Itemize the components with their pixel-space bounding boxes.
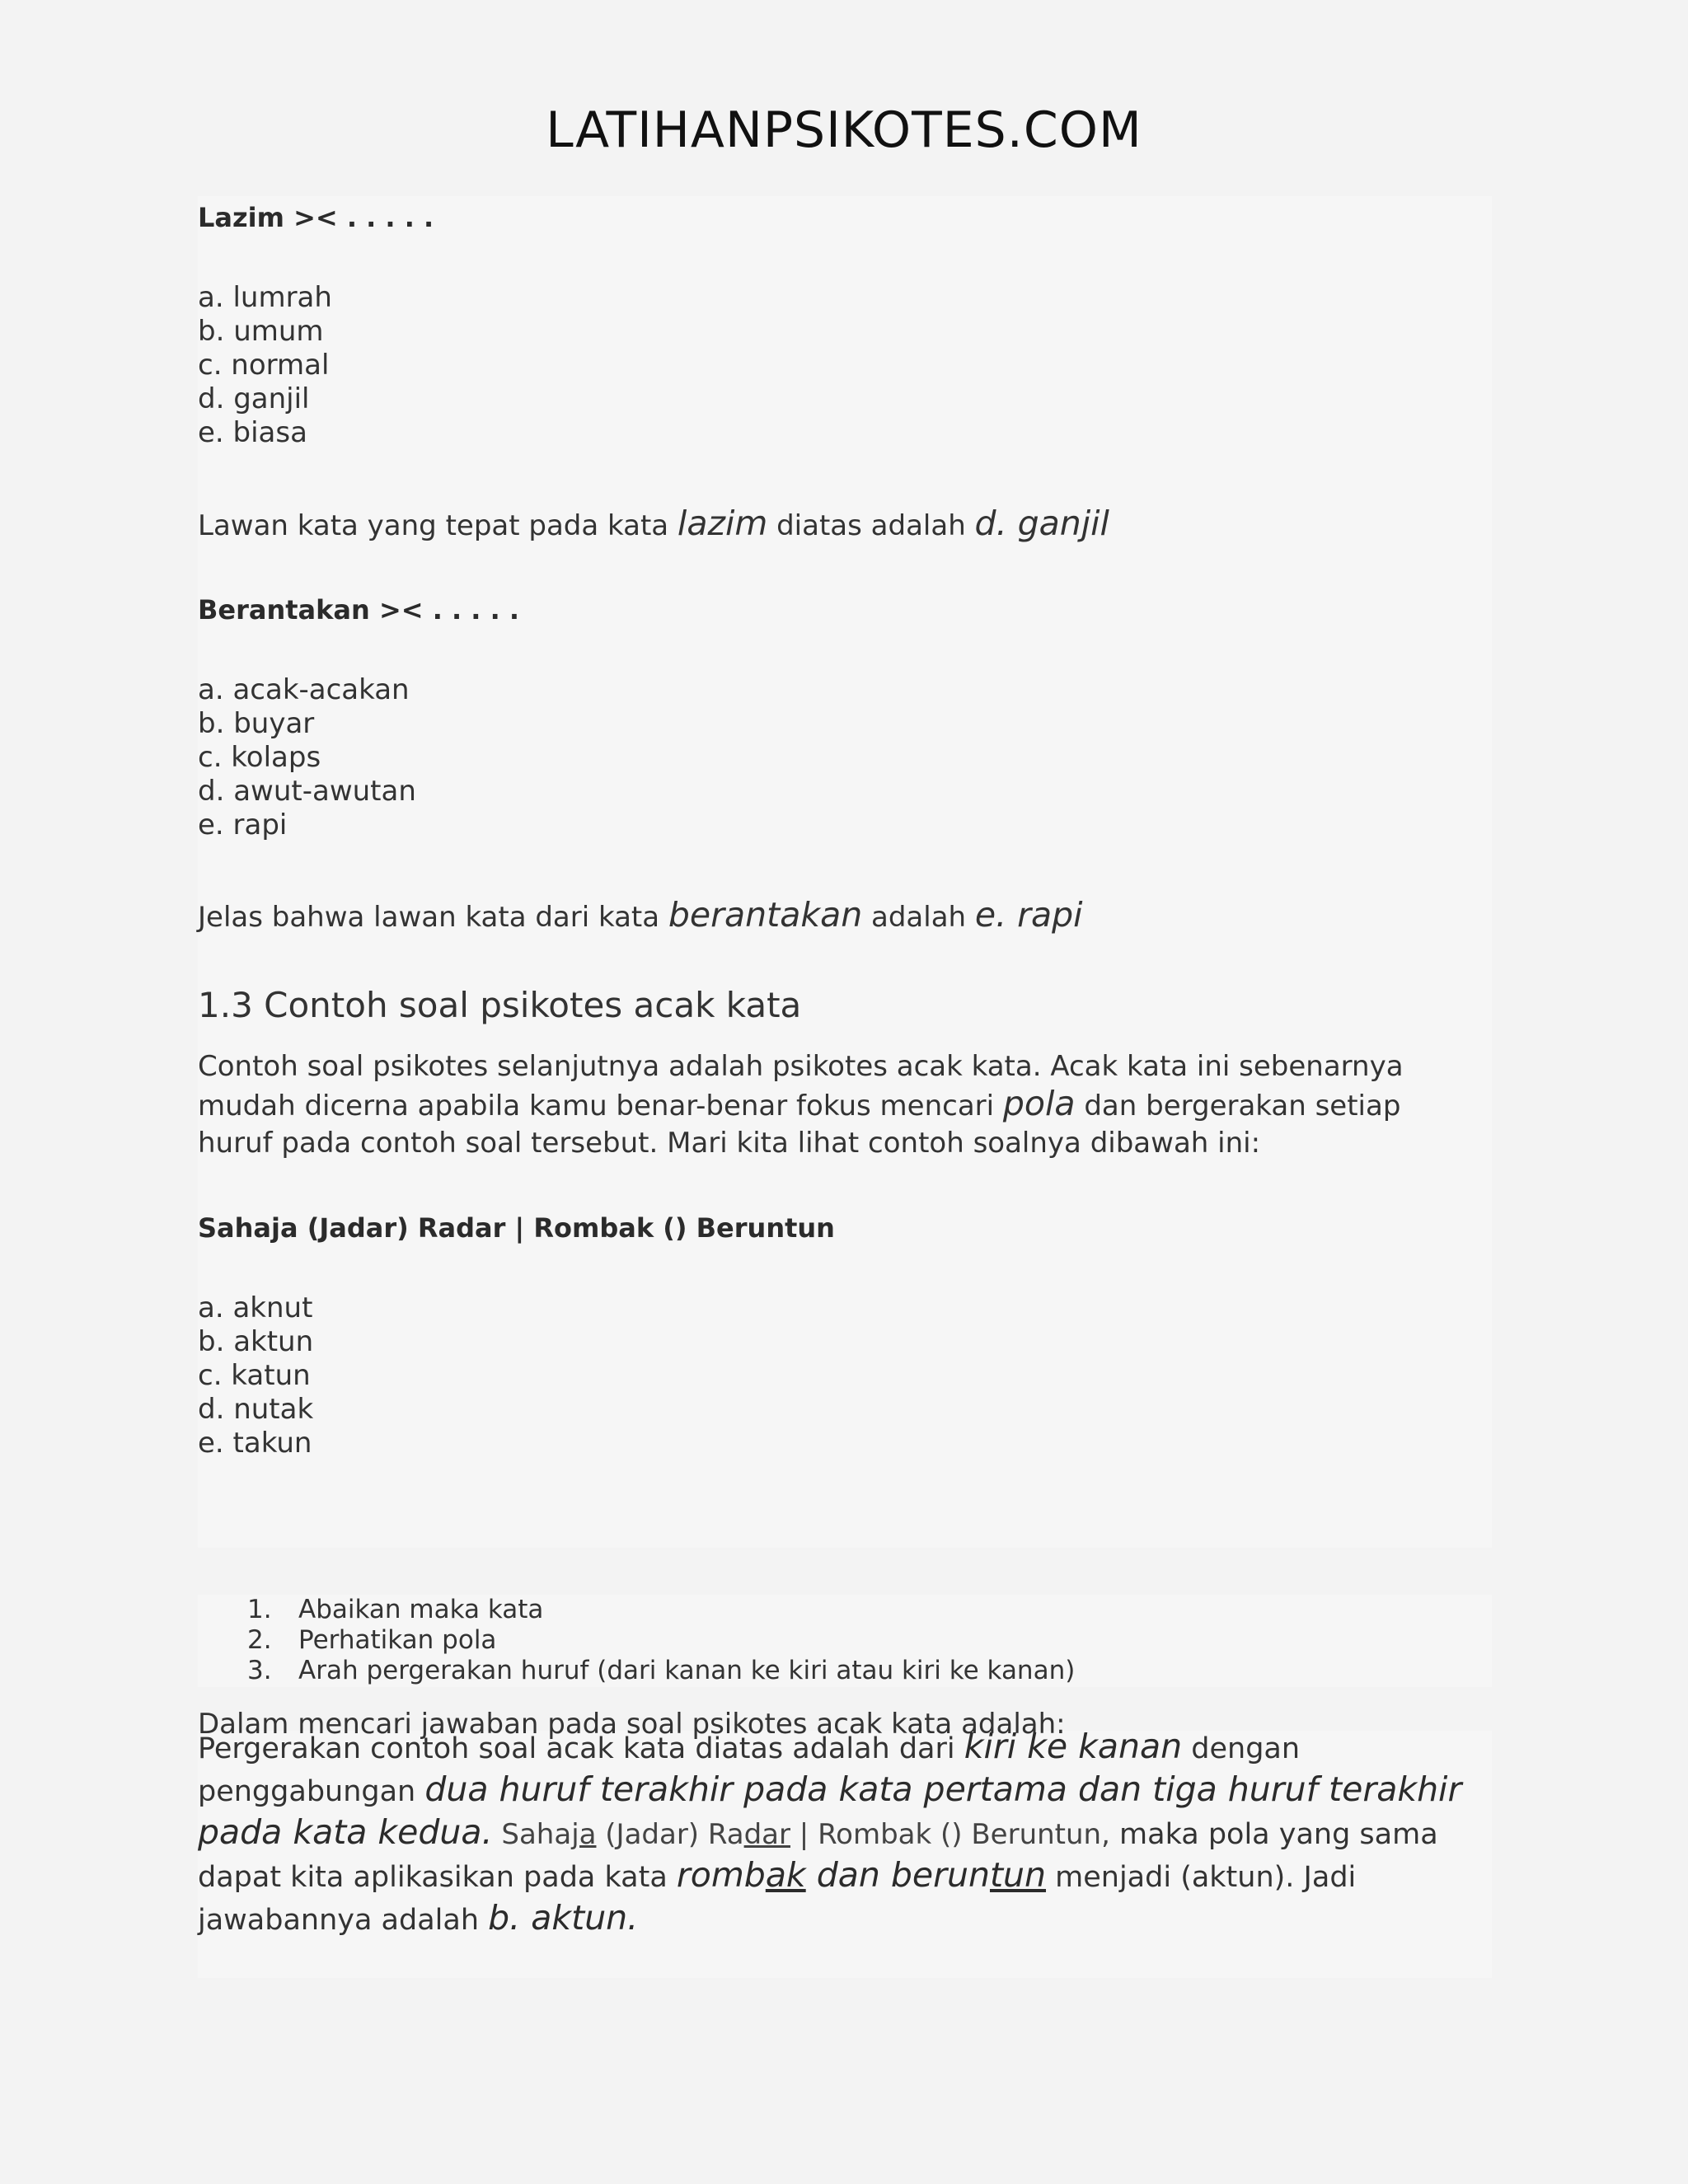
section-heading: 1.3 Contoh soal psikotes acak kata xyxy=(198,985,802,1025)
option-item: b. buyar xyxy=(198,707,315,740)
question-berantakan: Berantakan >< . . . . . xyxy=(198,594,520,626)
option-item: c. kolaps xyxy=(198,741,321,774)
question-acak-kata: Sahaja (Jadar) Radar | Rombak () Beruntun xyxy=(198,1212,835,1244)
options-acak-kata xyxy=(198,1291,313,1460)
option-item: a. acak-acakan xyxy=(198,673,410,706)
content-panel xyxy=(198,196,1492,1548)
steps-list xyxy=(198,1595,1484,1686)
option-item: d. awut-awutan xyxy=(198,775,416,808)
site-title: LATIHANPSIKOTES.COM xyxy=(546,101,1142,159)
option-item: a. lumrah xyxy=(198,281,332,314)
answer-berantakan: Jelas bahwa lawan kata dari kata berantakan adalah e. rapi xyxy=(198,895,1083,935)
option-item: c. normal xyxy=(198,349,330,382)
section-intro: Contoh soal psikotes selanjutnya adalah psikotes acak kata. Acak kata ini sebenarnya mudah dicerna apabila kamu benar-benar fokus mencari pola dan bergerakan setiap huruf pada contoh soal tersebut. Mari kita lihat contoh soalnya dibawah ini: xyxy=(198,1050,1404,1160)
option-item: d. ganjil xyxy=(198,382,310,415)
option-item: e. takun xyxy=(198,1427,312,1460)
explanation-paragraph: Pergerakan contoh soal acak kata diatas adalah dari kiri ke kanan dengan penggabungan dua huruf terakhir pada kata pertama dan tiga huruf terakhir pada kata kedua. Sahaja (Jadar) Radar | Rombak () Beruntun, maka pola yang sama dapat kita aplikasikan pada kata rombak dan beruntun menjadi (aktun). Jadi jawabannya adalah b. aktun. xyxy=(198,1727,1462,1938)
steps-lead: Dalam mencari jawaban pada soal psikotes acak kata adalah: xyxy=(198,1708,1066,1741)
option-item: e. rapi xyxy=(198,808,288,841)
question-lazim: Lazim >< . . . . . xyxy=(198,202,434,233)
option-item: d. nutak xyxy=(198,1393,314,1426)
step-item: 1. Abaikan maka kata xyxy=(247,1595,544,1624)
option-item: e. biasa xyxy=(198,416,307,449)
options-berantakan xyxy=(198,673,416,842)
option-item: a. aknut xyxy=(198,1291,313,1324)
option-item: b. umum xyxy=(198,315,324,348)
answer-lazim: Lawan kata yang tepat pada kata lazim diatas adalah d. ganjil xyxy=(198,504,1109,543)
step-item: 3. Arah pergerakan huruf (dari kanan ke kiri atau kiri ke kanan) xyxy=(247,1656,1076,1685)
option-item: b. aktun xyxy=(198,1325,314,1358)
option-item: c. katun xyxy=(198,1359,311,1392)
options-lazim xyxy=(198,281,332,450)
step-item: 2. Perhatikan pola xyxy=(247,1625,497,1655)
